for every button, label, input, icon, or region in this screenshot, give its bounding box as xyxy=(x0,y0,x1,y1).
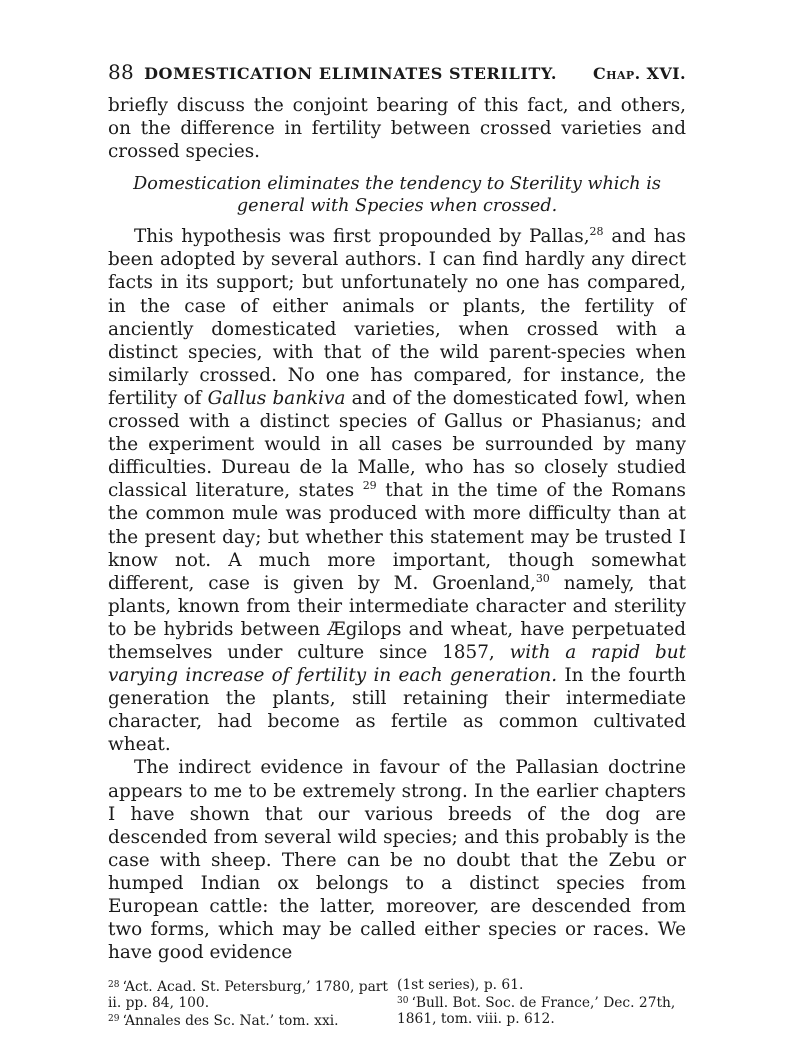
body-text xyxy=(108,94,686,964)
footnote-text: ‘Bull. Bot. Soc. de France,’ Dec. 27th, 1861, tom. viii. p. 612. xyxy=(397,995,676,1028)
page-number: 88 xyxy=(108,60,135,84)
footnote-row xyxy=(108,977,686,1029)
running-head xyxy=(108,60,686,94)
footnote-ref-29: 29 xyxy=(362,479,377,493)
text-run: This hypothesis was first propounded by Pallas, xyxy=(134,226,590,248)
species-name-gallus: Gallus bankiva xyxy=(207,387,346,409)
text-run: that in the time of the Romans the common mule was produced with more difficulty than at the present day; but whether this statement may be trusted I know not. A much more important, though somewhat different, case is given by M. Groenland, xyxy=(108,480,686,594)
running-title: DOMESTICATION ELIMINATES STERILITY. xyxy=(144,64,558,83)
footnote-mark: 30 xyxy=(397,996,409,1007)
footnote-30 xyxy=(397,977,686,1029)
footnote-mark: 29 xyxy=(108,1014,120,1025)
footnote-ref-28: 28 xyxy=(589,225,604,239)
section-heading: Domestication eliminates the tendency to Sterility which is general with Species when crossed. xyxy=(133,174,661,217)
book-page xyxy=(108,60,686,1029)
chapter-label: Chap. XVI. xyxy=(593,64,686,83)
footnote-text: ‘Act. Acad. St. Petersburg,’ 1780, part ii. pp. 84, 100. xyxy=(108,979,388,1012)
text-run: and of the domesticated fowl, when crossed with a distinct species of Gallus or Phasianus; and the experiment would in all cases be surrounded by many difficulties. Dureau de la Malle, who has so closely studied classical literature, states xyxy=(108,387,686,502)
italic-emphasis: with a rapid but varying increase of fertility in each generation. xyxy=(108,641,686,687)
footnote-ref-30: 30 xyxy=(535,571,550,585)
paragraph-continuation: briefly discuss the conjoint bearing of this fact, and others, on the difference in fertility between crossed varieties and crossed species. xyxy=(108,95,686,163)
footnote-text: ‘Annales des Sc. Nat.’ tom. xxi. xyxy=(122,1013,339,1030)
paragraph-indirect-evidence: The indirect evidence in favour of the Pallasian doctrine appears to me to be extremely strong. In the earlier chapters I have shown that our various breeds of the dog are descended from several wild species; and this probably is the case with sheep. There can be no doubt that the Zebu or humped Indian ox belongs to a distinct species from European cattle: the latter, moreover, are descended from two forms, which may be called either species or races. We have good evidence xyxy=(108,757,686,964)
paragraph-pallas-hypothesis xyxy=(108,225,686,756)
footnote-28 xyxy=(108,977,397,1029)
footnotes xyxy=(108,977,686,1029)
footnote-mark: 28 xyxy=(108,980,120,991)
footnote-text: (1st series), p. 61. xyxy=(397,977,524,994)
text-run: In the fourth generation the plants, still retaining their intermediate character, had become as fertile as common cultivated wheat. xyxy=(108,665,686,756)
text-run: namely, that plants, known from their intermediate character and sterility to be hybrids between Ægilops and wheat, have perpetuated themselves under culture since 1857, xyxy=(108,572,686,663)
text-run: and has been adopted by several authors. I can find hardly any direct facts in its support; but unfortunately no one has compared, in the case of either animals or plants, the fertility of anciently domesticated varieties, when crossed with a distinct species, with that of the wild parent-species when similarly crossed. No one has compared, for instance, the fertility of xyxy=(108,226,686,409)
